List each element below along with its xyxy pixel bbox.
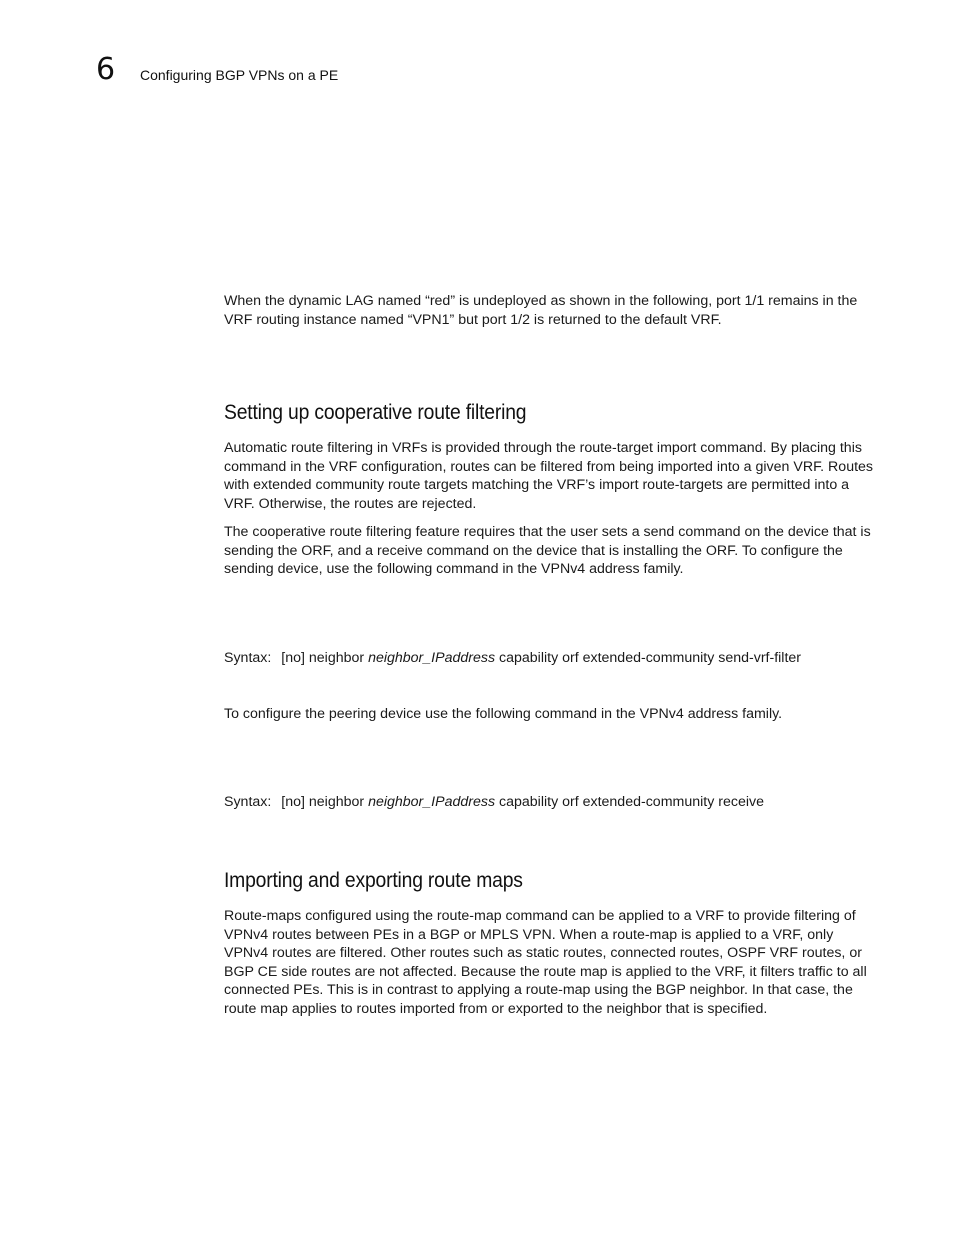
- syntax-label: Syntax:: [224, 794, 272, 810]
- cooperative-paragraph-1: Automatic route filtering in VRFs is provided through the route-target import command. By placing this command in the VRF configuration, routes can be filtered from being imported into a given VRF. Routes with extended community route targets matching the VRF’s import route-targets are permitted into a VRF. Otherwise, the routes are rejected.: [224, 440, 874, 512]
- section-heading-cooperative-route-filtering: Setting up cooperative route filtering: [224, 401, 527, 424]
- syntax-param: neighbor_IPaddress: [368, 650, 496, 666]
- syntax-send-vrf-filter: [224, 649, 876, 668]
- syntax-receive: [224, 793, 876, 812]
- cooperative-paragraph-2: The cooperative route filtering feature requires that the user sets a send command on the device that is sending the ORF, and a receive command on the device that is installing the ORF. To configure the sending device, use the following command in the VPNv4 address family.: [224, 524, 871, 578]
- cooperative-paragraph-3: To configure the peering device use the following command in the VPNv4 address family.: [224, 706, 783, 722]
- intro-paragraph: When the dynamic LAG named “red” is undeployed as shown in the following, port 1/1 remains in the VRF routing instance named “VPN1” but port 1/2 is returned to the default VRF.: [224, 293, 858, 328]
- section-heading-route-maps: Importing and exporting route maps: [224, 869, 523, 892]
- chapter-number: 6: [96, 52, 116, 87]
- running-header: Configuring BGP VPNs on a PE: [140, 67, 339, 83]
- syntax-suffix: capability orf extended-community receive: [499, 794, 764, 810]
- syntax-prefix: [no] neighbor: [281, 650, 365, 666]
- syntax-param: neighbor_IPaddress: [368, 794, 496, 810]
- syntax-prefix: [no] neighbor: [281, 794, 365, 810]
- route-maps-paragraph-1: Route-maps configured using the route-map command can be applied to a VRF to provide filtering of VPNv4 routes between PEs in a BGP or MPLS VPN. When a route-map is applied to a VRF, only VPNv4 routes are filtered. Other routes such as static routes, connected routes, OSPF VRF routes, or BGP CE side routes are not affected. Because the route map is applied to the VRF, it filters traffic to all connected PEs. This is in contrast to applying a route-map using the BGP neighbor. In that case, the route map applies to routes imported from or exported to the neighbor that is specified.: [224, 908, 867, 1017]
- syntax-suffix: capability orf extended-community send-vrf-filter: [499, 650, 802, 666]
- syntax-label: Syntax:: [224, 650, 272, 666]
